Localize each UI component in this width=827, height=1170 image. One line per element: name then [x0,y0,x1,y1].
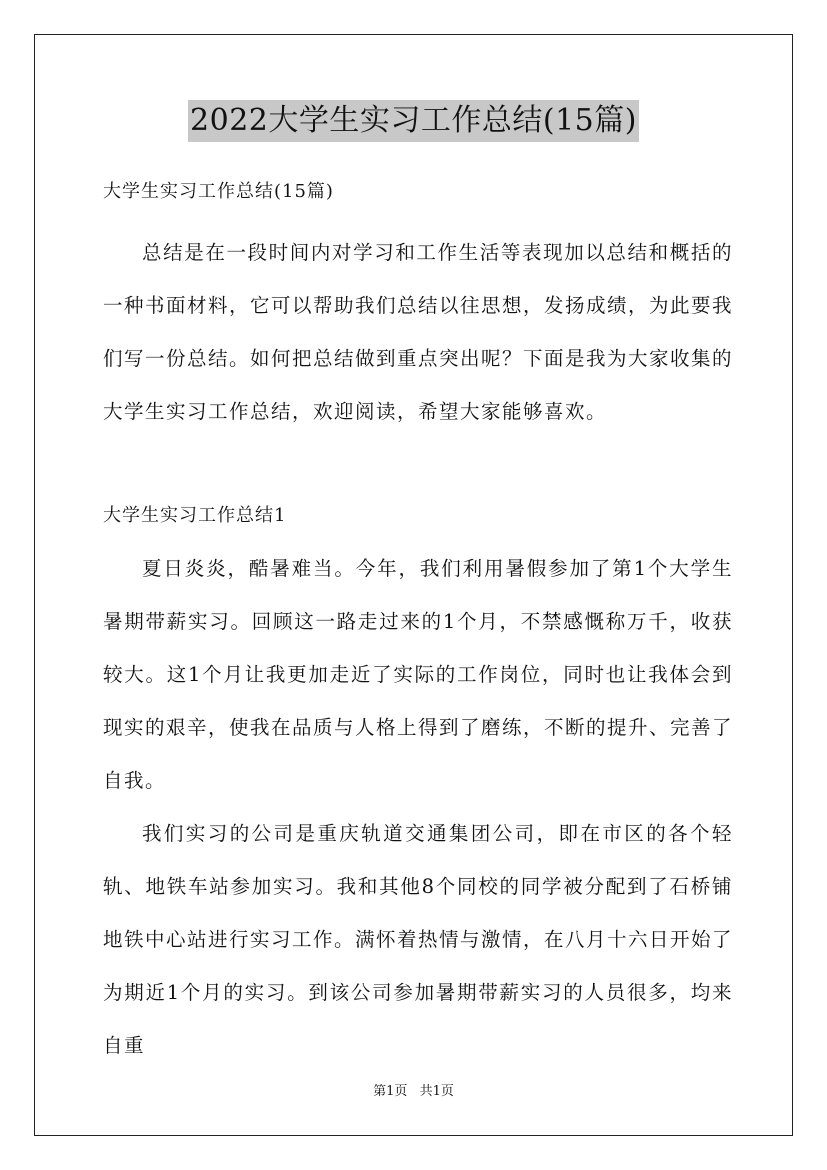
page-number: 第1页 [373,1084,408,1099]
intro-paragraph: 总结是在一段时间内对学习和工作生活等表现加以总结和概括的一种书面材料，它可以帮助我们总结以往思想，发扬成绩，为此要我们写一份总结。如何把总结做到重点突出呢？下面是我为大家收集的大学生实习工作总结，欢迎阅读，希望大家能够喜欢。 [103,241,734,423]
body-paragraph: 我们实习的公司是重庆轨道交通集团公司，即在市区的各个轻轨、地铁车站参加实习。我和其他8个同校的同学被分配到了石桥铺地铁中心站进行实习工作。满怀着热情与激情，在八月十六日开始了为期近1个月的实习。到该公司参加暑期带薪实习的人员很多，均来自重 [103,822,734,1057]
title-area [0,100,827,142]
section-heading: 大学生实习工作总结1 [103,505,287,526]
document-title: 2022大学生实习工作总结(15篇) [188,100,639,142]
body-paragraph: 夏日炎炎，酷暑难当。今年，我们利用暑假参加了第1个大学生暑期带薪实习。回顾这一路走过来的1个月，不禁感慨称万千，收获较大。这1个月让我更加走近了实际的工作岗位，同时也让我体会到现实的艰辛，使我在品质与人格上得到了磨练，不断的提升、完善了自我。 [103,557,734,792]
document-body [103,170,733,1072]
page-total: 共1页 [419,1084,454,1099]
page-footer [0,1082,827,1102]
document-subtitle: 大学生实习工作总结(15篇) [103,181,334,202]
